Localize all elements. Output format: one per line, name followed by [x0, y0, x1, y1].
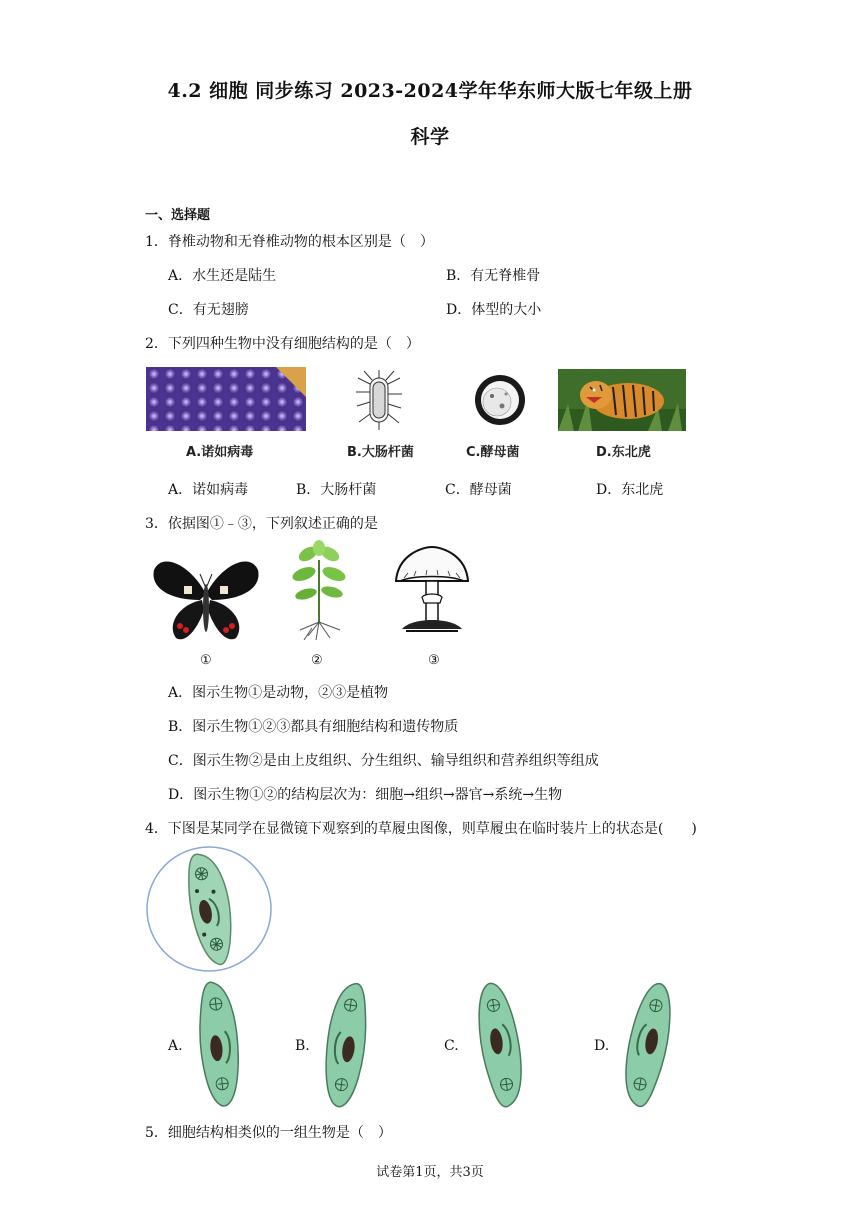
q1-option-b: B．有无脊椎骨: [446, 268, 541, 284]
q4-option-d-letter: D.: [594, 1038, 610, 1054]
q4-option-b-letter: B.: [295, 1038, 310, 1054]
q1-option-d: D．体型的大小: [446, 302, 542, 318]
paramecium-option-a-image: [190, 978, 246, 1110]
page-title: 4.2 细胞 同步练习 2023-2024学年华东师大版七年级上册: [167, 80, 693, 102]
paramecium-option-c-image: [470, 978, 528, 1112]
q2-option-d: D．东北虎: [596, 482, 664, 498]
q3-stem: 3．依据图①﹣③，下列叙述正确的是: [145, 516, 378, 532]
yeast-image: [472, 372, 528, 428]
q3-image-label-3: ③: [428, 653, 440, 668]
butterfly-image: [150, 554, 262, 644]
plant-image: [290, 540, 348, 642]
page-footer: 试卷第1页，共3页: [376, 1165, 484, 1180]
q3-option-a: A．图示生物①是动物，②③是植物: [168, 685, 389, 701]
q1-option-c: C．有无翅膀: [168, 302, 249, 318]
q2-image-label-c: C.酵母菌: [466, 445, 520, 460]
q2-option-c: C．酵母菌: [445, 482, 512, 498]
page-title-line2: 科学: [410, 126, 450, 148]
q2-image-label-b: B.大肠杆菌: [347, 445, 414, 460]
q2-stem: 2．下列四种生物中没有细胞结构的是（ ）: [145, 336, 420, 352]
q3-option-c: C．图示生物②是由上皮组织、分生组织、输导组织和营养组织等组成: [168, 753, 599, 769]
q4-stem: 4．下图是某同学在显微镜下观察到的草履虫图像，则草履虫在临时装片上的状态是( ): [145, 821, 697, 837]
q1-option-a: A．水生还是陆生: [168, 268, 277, 284]
q5-stem: 5．细胞结构相类似的一组生物是（ ）: [145, 1125, 392, 1141]
mushroom-image: [392, 545, 472, 637]
q2-option-a: A．诺如病毒: [168, 482, 249, 498]
paramecium-option-b-image: [318, 978, 376, 1112]
q4-option-a-letter: A.: [168, 1038, 183, 1054]
tiger-image: [558, 369, 686, 431]
section-heading: 一、选择题: [145, 208, 211, 223]
virus-image: [146, 367, 306, 431]
paramecium-reference-image: [144, 842, 274, 976]
q3-image-label-2: ②: [311, 653, 323, 668]
paramecium-option-d-image: [620, 978, 678, 1112]
q2-option-b: B．大肠杆菌: [296, 482, 377, 498]
q2-image-label-a: A.诺如病毒: [186, 445, 254, 460]
q3-option-d: D．图示生物①②的结构层次为：细胞→组织→器官→系统→生物: [168, 787, 563, 803]
q3-option-b: B．图示生物①②③都具有细胞结构和遗传物质: [168, 719, 459, 735]
q2-image-label-d: D.东北虎: [596, 445, 651, 460]
q3-image-label-1: ①: [200, 653, 212, 668]
bacterium-image: [350, 368, 408, 432]
q1-stem: 1．脊椎动物和无脊椎动物的根本区别是（ ）: [145, 234, 434, 250]
q4-option-c-letter: C.: [444, 1038, 459, 1054]
